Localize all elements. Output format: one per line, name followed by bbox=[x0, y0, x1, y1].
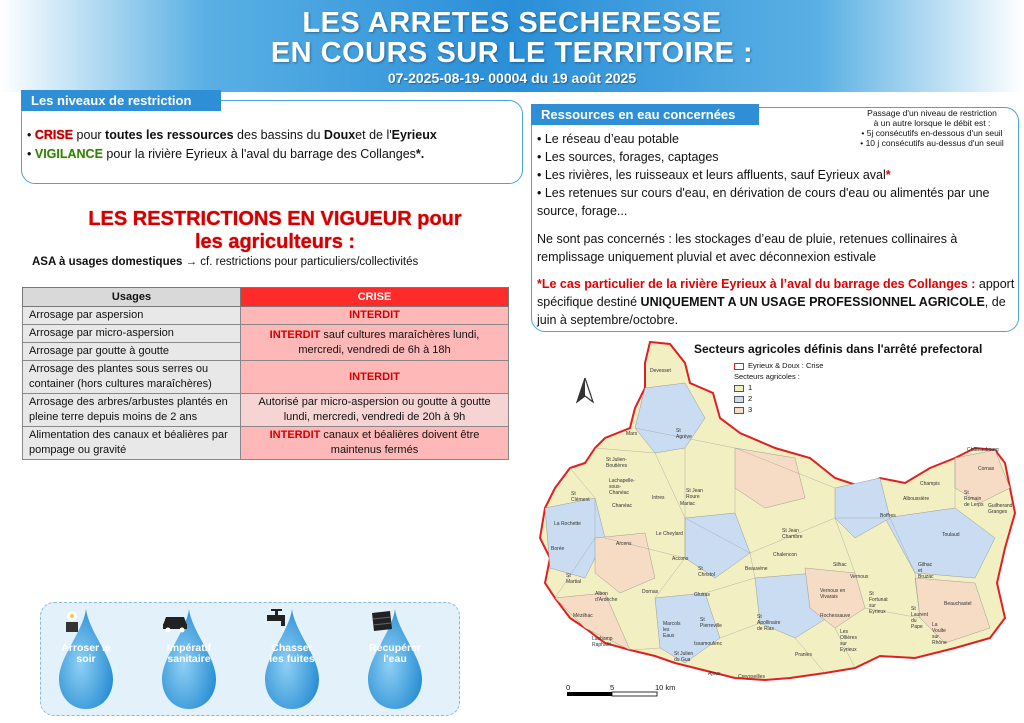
cas-particulier-bold: UNIQUEMENT A UN USAGE PROFESSIONNEL AGRICOLE bbox=[640, 295, 985, 309]
usage-cell: Arrosage par aspersion bbox=[23, 307, 241, 325]
map-label: Alboussière bbox=[903, 496, 930, 502]
crise-eyrieux: Eyrieux bbox=[391, 128, 437, 142]
map-label: Vernoux en Vivarais bbox=[820, 588, 846, 600]
usage-cell: Arrosage par goutte à goutte bbox=[23, 343, 241, 361]
asa-rest: → cf. restrictions pour particuliers/collectivités bbox=[182, 256, 419, 268]
seuil-note-line2: à un autre lorsque le débit est : bbox=[873, 118, 991, 128]
list-item-text: • Les rivières, les ruisseaux et leurs affluents, sauf Eyrieux aval bbox=[537, 168, 886, 182]
crise-text-1: pour bbox=[73, 128, 106, 142]
crise-cell bbox=[241, 307, 509, 325]
header-usages: Usages bbox=[23, 288, 241, 307]
interdit-label: INTERDIT bbox=[349, 370, 400, 383]
map-label: St Jean Roure bbox=[686, 488, 703, 500]
list-item: • Les sources, forages, captages bbox=[537, 150, 719, 164]
crise-cell bbox=[241, 427, 509, 460]
page-title-line1: LES ARRETES SECHERESSE bbox=[302, 7, 722, 39]
map-label: Chanéac bbox=[612, 503, 633, 509]
map-label: Gilhac et Bruzac bbox=[918, 562, 934, 580]
map-label: Chalencon bbox=[773, 552, 797, 558]
vigilance-level: VIGILANCE bbox=[34, 147, 103, 161]
tip-label: Arroser le soir bbox=[61, 642, 111, 665]
map-label: Le Cheylard bbox=[656, 531, 683, 537]
crise-doux: Doux bbox=[323, 128, 356, 142]
restrictions-title-line1: LES RESTRICTIONS EN VIGUEUR pour bbox=[88, 208, 462, 230]
asa-note bbox=[32, 256, 418, 268]
cas-particulier-red: *Le cas particulier de la rivière Eyrieux à l’aval du barrage des Collanges : bbox=[537, 277, 976, 291]
map-label: St Julien du Gua bbox=[674, 651, 694, 663]
table-row bbox=[23, 307, 509, 325]
map-label: St Christol bbox=[698, 566, 715, 578]
crise-bold: toutes les ressources bbox=[105, 128, 234, 142]
usages-table bbox=[22, 287, 509, 460]
usage-cell: Alimentation des canaux et béalières par pompage ou gravité bbox=[23, 427, 241, 460]
map-label: Lachamp Raphaël bbox=[592, 636, 613, 648]
asa-bold: ASA à usages domestiques bbox=[32, 256, 183, 268]
seuil-note-line1: Passage d'un niveau de restriction bbox=[867, 108, 997, 118]
map-label: St Jean Chambre bbox=[782, 528, 803, 540]
tip-label: Impératif sanitaire bbox=[166, 642, 212, 665]
interdit-label: INTERDIT bbox=[269, 328, 321, 341]
list-item bbox=[537, 166, 1015, 184]
legend-2-label: 2 bbox=[748, 394, 753, 403]
map-label: St Martial bbox=[566, 573, 582, 585]
niveau-vigilance-line: • VIGILANCE pour la rivière Eyrieux à l'aval du barrage des Collanges*. bbox=[27, 147, 425, 161]
map-label: Ajoux bbox=[708, 671, 721, 677]
interdit-label: INTERDIT bbox=[269, 429, 321, 441]
legend-1-label: 1 bbox=[748, 383, 753, 392]
item-star: * bbox=[885, 168, 891, 182]
seuil-note-line3: • 5j consécutifs en-dessous d'un seuil bbox=[861, 128, 1003, 138]
crise-cell bbox=[241, 325, 509, 361]
map-label: Mars bbox=[626, 431, 638, 437]
map-label: Pranles bbox=[795, 652, 812, 658]
niveau-crise-line: • CRISE pour toutes les ressources des bassins du Douxet de l'Eyrieux bbox=[27, 128, 437, 142]
cas-particulier-text1: apport spécifique destiné bbox=[537, 277, 1015, 309]
map-label: St Pierreville bbox=[700, 617, 722, 629]
map-label: Boffres bbox=[880, 513, 896, 519]
table-row bbox=[23, 394, 509, 427]
map-label: Guilherand Granges bbox=[988, 503, 1013, 515]
interdit-label: INTERDIT bbox=[349, 309, 400, 321]
map-label: St Laurent du Pape bbox=[911, 606, 928, 630]
table-row bbox=[23, 427, 509, 460]
tip-imperatif-sanitaire bbox=[160, 607, 218, 711]
map-label: Issamoulenc bbox=[694, 641, 723, 647]
map-title: Secteurs agricoles définis dans l'arrêté prefectoral bbox=[694, 342, 983, 356]
map-label: St Apollinaire de Rias bbox=[757, 614, 781, 632]
page-title-line2: EN COURS SUR LE TERRITOIRE : bbox=[270, 37, 754, 69]
header-crise: CRISE bbox=[241, 288, 509, 307]
map-label: Marcols les Eaux bbox=[663, 621, 681, 639]
map-label: Vernoux bbox=[850, 574, 869, 580]
seuil-note-line4: • 10 j consécutifs au-dessus d'un seuil bbox=[860, 138, 1004, 148]
list-item: • Le réseau d’eau potable bbox=[537, 132, 679, 146]
flower-icon bbox=[57, 607, 87, 633]
map-label: St Julien-Boutières bbox=[606, 457, 628, 469]
map-label: Châteaubourg bbox=[967, 447, 999, 453]
legend-secteurs-title: Secteurs agricoles : bbox=[734, 372, 800, 381]
tip-recuperer-eau bbox=[366, 607, 424, 711]
legend-3-label: 3 bbox=[748, 405, 753, 414]
map-label: Lachapelle-sous-Chanéac bbox=[609, 478, 635, 496]
scale-bar-icon bbox=[567, 691, 662, 699]
ressources-tag: Ressources en eau concernées bbox=[531, 104, 759, 125]
map-label: Creysseilles bbox=[738, 674, 765, 680]
map-label: Albon d'Ardèche bbox=[595, 591, 618, 603]
crise-detail: sauf cultures maraîchères lundi, mercredi, vendredi de 6h à 18h bbox=[298, 328, 480, 356]
map-label: Beauchastel bbox=[944, 601, 972, 607]
map-label: Mariac bbox=[680, 501, 696, 507]
crise-level: CRISE bbox=[34, 128, 74, 142]
tip-label: Chasser les fuites bbox=[269, 642, 315, 665]
map-label: St Agrève bbox=[676, 428, 692, 440]
non-concernes-text: Ne sont pas concernés : les stockages d’eau de pluie, retenues collinaires à remplissage uniquement pluvial et avec déconnexion estivale bbox=[537, 232, 958, 264]
map-label: St Romain de Lerps bbox=[964, 490, 984, 508]
vigilance-star: *. bbox=[415, 147, 425, 161]
crise-text-3: et de l' bbox=[355, 128, 392, 142]
scale-0: 0 bbox=[566, 683, 571, 692]
tip-arroser-soir bbox=[57, 607, 115, 711]
map-label: St Clément bbox=[571, 491, 590, 503]
map-label: St Fortunat sur Eyrieux bbox=[869, 591, 888, 615]
map-label: Accons bbox=[672, 556, 689, 562]
map-label: La Rochette bbox=[554, 521, 581, 527]
usage-cell: Arrosage par micro-aspersion bbox=[23, 325, 241, 343]
map-label: Intres bbox=[652, 495, 665, 501]
usage-cell: Arrosage des arbres/arbustes plantés en pleine terre depuis moins de 2 ans bbox=[23, 394, 241, 427]
crise-cell bbox=[241, 394, 509, 427]
restrictions-title-line2: les agriculteurs : bbox=[194, 231, 356, 253]
table-row bbox=[23, 361, 509, 394]
barrel-icon bbox=[366, 607, 396, 633]
legend-crise-label: Eyrieux & Doux : Crise bbox=[748, 361, 824, 370]
cas-particulier bbox=[537, 275, 1015, 329]
map-label: Champis bbox=[920, 481, 940, 487]
map-label: Gluiras bbox=[694, 592, 710, 598]
scale-5: 5 bbox=[610, 683, 615, 692]
map-label: Mézilhac bbox=[573, 613, 593, 619]
scale-10: 10 km bbox=[655, 683, 676, 692]
tap-icon bbox=[263, 607, 293, 633]
ressources-list bbox=[537, 130, 1015, 220]
car-icon bbox=[160, 607, 190, 633]
tip-label: Récupérer l'eau bbox=[369, 642, 421, 665]
crise-cell bbox=[241, 361, 509, 394]
map-label: Les Ollières sur Eyrieux bbox=[840, 629, 857, 653]
map-label: Dornas bbox=[642, 589, 659, 595]
map-label: Toulaud bbox=[942, 532, 960, 538]
map-label: Arcens bbox=[616, 541, 632, 547]
map-label: Rochessauve bbox=[820, 613, 851, 619]
crise-text-2: des bassins du bbox=[233, 128, 324, 142]
cas-particulier-text2: , de juin à septembre/octobre. bbox=[537, 295, 1006, 327]
tip-chasser-fuites bbox=[263, 607, 321, 711]
map-label: Beauvène bbox=[745, 566, 768, 572]
niveaux-tag: Les niveaux de restriction bbox=[21, 90, 221, 111]
map-label: Borée bbox=[551, 546, 565, 552]
crise-detail: canaux et béalières doivent être maintenus fermés bbox=[320, 429, 480, 456]
map-label: Silhac bbox=[833, 562, 847, 568]
crise-detail: Autorisé par micro-aspersion ou goutte à goutte lundi, mercredi, vendredi de 20h à 9h bbox=[258, 396, 491, 423]
map-label: Devesset bbox=[650, 368, 671, 374]
usage-cell: Arrosage des plantes sous serres ou container (hors cultures maraîchères) bbox=[23, 361, 241, 394]
niveaux-box bbox=[21, 100, 523, 184]
map-label: Cornas bbox=[978, 466, 995, 472]
arrete-reference: 07-2025-08-19- 00004 du 19 août 2025 bbox=[387, 70, 637, 86]
map-label: La Voulte sur Rhône bbox=[932, 622, 947, 646]
header-banner bbox=[0, 0, 1024, 92]
vigilance-text: pour la rivière Eyrieux à l'aval du barrage des Collanges bbox=[102, 147, 416, 161]
list-item: • Les retenues sur cours d'eau, en dérivation de cours d'eau ou alimentés par une source, forage... bbox=[537, 186, 990, 218]
table-row bbox=[23, 325, 509, 343]
